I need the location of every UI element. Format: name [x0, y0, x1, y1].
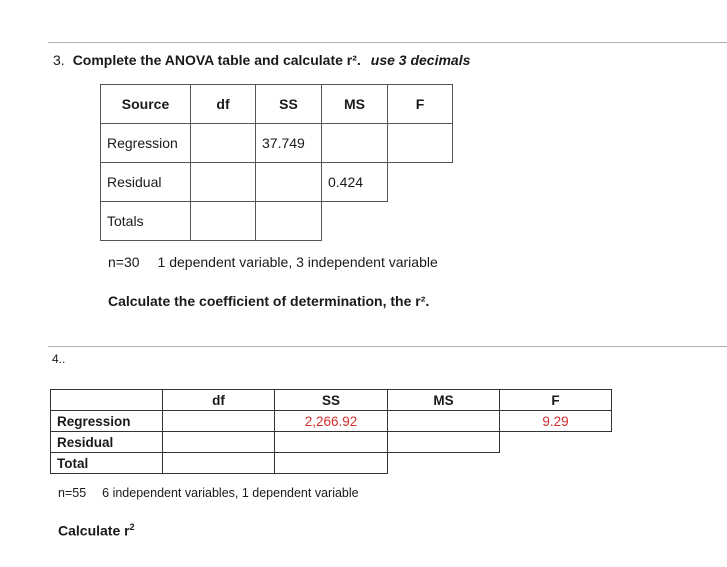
cell-ms[interactable]	[388, 432, 500, 453]
header-f: F	[388, 85, 453, 124]
cell-df[interactable]	[191, 163, 256, 202]
divider-middle	[48, 346, 727, 347]
table-row-regression	[51, 411, 612, 432]
variable-description: 1 dependent variable, 3 independent variable	[157, 254, 438, 270]
divider-top	[48, 42, 727, 43]
question-3-heading	[53, 52, 470, 68]
cell-empty	[388, 202, 453, 241]
table-row-residual	[101, 163, 453, 202]
cell-source: Total	[51, 453, 163, 474]
table-row-totals	[101, 202, 453, 241]
cell-empty	[500, 453, 612, 474]
cell-empty	[388, 453, 500, 474]
cell-empty	[322, 202, 388, 241]
calc-instruction-q3: Calculate the coefficient of determination, the r².	[108, 293, 430, 309]
table-row-total	[51, 453, 612, 474]
cell-source: Residual	[51, 432, 163, 453]
cell-ss[interactable]	[256, 163, 322, 202]
calc-instruction-q4	[58, 522, 135, 539]
question-number: 3.	[53, 52, 65, 68]
cell-ss[interactable]	[275, 432, 388, 453]
cell-ss[interactable]	[275, 453, 388, 474]
calc-text: Calculate r	[58, 522, 130, 539]
cell-ss[interactable]	[256, 202, 322, 241]
table-row-regression	[101, 124, 453, 163]
question-4-number: 4..	[52, 352, 66, 366]
header-ss: SS	[256, 85, 322, 124]
cell-ms: 0.424	[322, 163, 388, 202]
table-header-row	[51, 390, 612, 411]
cell-empty	[500, 432, 612, 453]
cell-df[interactable]	[191, 124, 256, 163]
cell-source: Residual	[101, 163, 191, 202]
header-ss: SS	[275, 390, 388, 411]
header-f: F	[500, 390, 612, 411]
header-ms: MS	[322, 85, 388, 124]
anova-table-q4	[50, 389, 612, 474]
cell-empty	[388, 163, 453, 202]
header-df: df	[191, 85, 256, 124]
decimal-hint: use 3 decimals	[370, 52, 471, 68]
cell-df[interactable]	[163, 411, 275, 432]
cell-source: Regression	[101, 124, 191, 163]
sample-info-q4	[58, 486, 359, 500]
cell-df[interactable]	[163, 453, 275, 474]
cell-df[interactable]	[191, 202, 256, 241]
header-blank	[51, 390, 163, 411]
header-ms: MS	[388, 390, 500, 411]
cell-ms[interactable]	[322, 124, 388, 163]
cell-df[interactable]	[163, 432, 275, 453]
header-df: df	[163, 390, 275, 411]
cell-f[interactable]	[388, 124, 453, 163]
cell-f: 9.29	[500, 411, 612, 432]
cell-ss: 37.749	[256, 124, 322, 163]
table-header-row	[101, 85, 453, 124]
sample-size: n=30	[108, 254, 140, 270]
header-source: Source	[101, 85, 191, 124]
question-title: Complete the ANOVA table and calculate r².	[72, 52, 361, 68]
cell-ms[interactable]	[388, 411, 500, 432]
cell-ss: 2,266.92	[275, 411, 388, 432]
sample-info-q3	[108, 254, 438, 270]
table-row-residual	[51, 432, 612, 453]
cell-source: Regression	[51, 411, 163, 432]
sample-size: n=55	[58, 486, 87, 500]
variable-description: 6 independent variables, 1 dependent variable	[102, 486, 359, 500]
cell-source: Totals	[101, 202, 191, 241]
superscript-two: 2	[129, 522, 135, 532]
anova-table-q3	[100, 84, 453, 241]
